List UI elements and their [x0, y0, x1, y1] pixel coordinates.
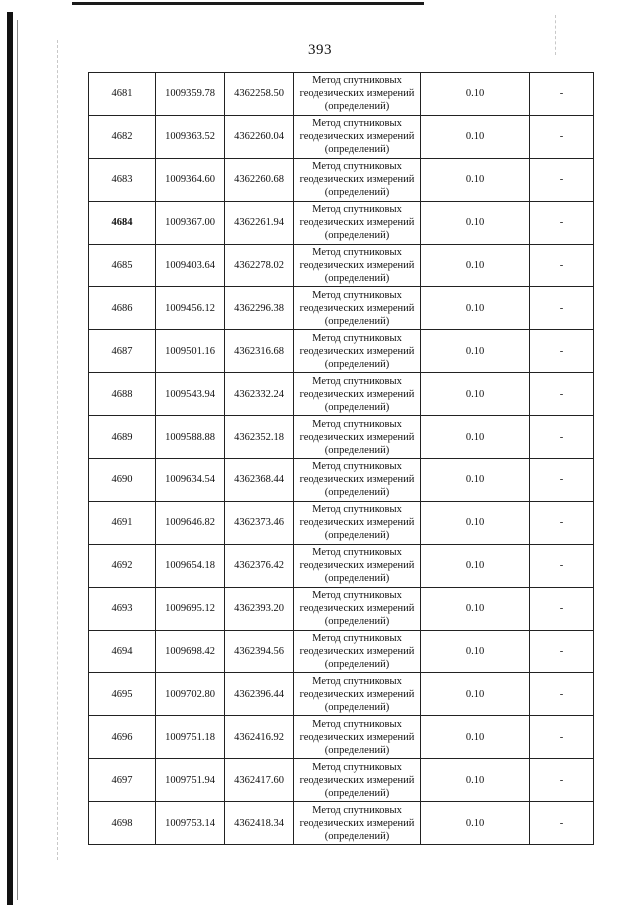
point-number-cell: 4685 — [89, 244, 156, 287]
method-line: Метод спутниковых — [312, 590, 402, 602]
method-line: (определений) — [324, 444, 390, 456]
method-line: геодезических измерений — [299, 646, 415, 658]
note-cell: - — [530, 759, 594, 802]
method-line: Метод спутниковых — [312, 633, 402, 645]
note-cell: - — [530, 373, 594, 416]
method-line: (определений) — [324, 616, 390, 628]
note-cell: - — [530, 158, 594, 201]
scan-margin-dash — [57, 40, 59, 860]
method-line: (определений) — [324, 358, 390, 370]
method-cell — [294, 73, 421, 116]
point-number-cell: 4698 — [89, 802, 156, 845]
y-coordinate-cell: 4362296.38 — [225, 287, 294, 330]
method-line: Метод спутниковых — [312, 75, 402, 87]
method-line: геодезических измерений — [299, 217, 415, 229]
y-coordinate-cell: 4362278.02 — [225, 244, 294, 287]
x-coordinate-cell: 1009543.94 — [156, 373, 225, 416]
method-line: геодезических измерений — [299, 560, 415, 572]
method-line: Метод спутниковых — [312, 547, 402, 559]
method-line: (определений) — [324, 101, 390, 113]
x-coordinate-cell: 1009695.12 — [156, 587, 225, 630]
y-coordinate-cell: 4362417.60 — [225, 759, 294, 802]
y-coordinate-cell: 4362332.24 — [225, 373, 294, 416]
accuracy-cell: 0.10 — [421, 630, 530, 673]
x-coordinate-cell: 1009403.64 — [156, 244, 225, 287]
y-coordinate-cell: 4362260.04 — [225, 115, 294, 158]
y-coordinate-cell: 4362394.56 — [225, 630, 294, 673]
note-cell: - — [530, 630, 594, 673]
method-cell — [294, 630, 421, 673]
x-coordinate-cell: 1009751.18 — [156, 716, 225, 759]
method-cell — [294, 201, 421, 244]
method-line: геодезических измерений — [299, 474, 415, 486]
method-cell — [294, 158, 421, 201]
y-coordinate-cell: 4362368.44 — [225, 459, 294, 502]
method-line: Метод спутниковых — [312, 247, 402, 258]
point-number-cell: 4684 — [89, 201, 156, 244]
method-line: геодезических измерений — [299, 817, 415, 829]
scan-edge-left — [7, 12, 13, 905]
method-line: Метод спутниковых — [312, 718, 402, 730]
method-cell — [294, 716, 421, 759]
table-row — [89, 716, 594, 759]
method-cell — [294, 673, 421, 716]
table-row — [89, 115, 594, 158]
point-number-cell: 4689 — [89, 416, 156, 459]
method-line: (определений) — [324, 530, 390, 542]
method-line: (определений) — [324, 144, 390, 156]
method-cell — [294, 587, 421, 630]
x-coordinate-cell: 1009654.18 — [156, 544, 225, 587]
note-cell: - — [530, 544, 594, 587]
method-cell — [294, 373, 421, 416]
method-line: геодезических измерений — [299, 388, 415, 400]
method-line: геодезических измерений — [299, 260, 415, 271]
table-row — [89, 330, 594, 373]
point-number-cell: 4687 — [89, 330, 156, 373]
point-number-cell: 4697 — [89, 759, 156, 802]
method-line: Метод спутниковых — [312, 375, 402, 387]
method-line: геодезических измерений — [299, 774, 415, 786]
method-cell — [294, 501, 421, 544]
y-coordinate-cell: 4362261.94 — [225, 201, 294, 244]
method-line: геодезических измерений — [299, 603, 415, 615]
x-coordinate-cell: 1009634.54 — [156, 459, 225, 502]
accuracy-cell: 0.10 — [421, 287, 530, 330]
page-number: 393 — [308, 42, 332, 58]
y-coordinate-cell: 4362373.46 — [225, 501, 294, 544]
x-coordinate-cell: 1009751.94 — [156, 759, 225, 802]
x-coordinate-cell: 1009753.14 — [156, 802, 225, 845]
x-coordinate-cell: 1009588.88 — [156, 416, 225, 459]
method-line: (определений) — [324, 230, 390, 242]
y-coordinate-cell: 4362396.44 — [225, 673, 294, 716]
accuracy-cell: 0.10 — [421, 115, 530, 158]
accuracy-cell: 0.10 — [421, 587, 530, 630]
table-row — [89, 630, 594, 673]
accuracy-cell: 0.10 — [421, 802, 530, 845]
y-coordinate-cell: 4362316.68 — [225, 330, 294, 373]
y-coordinate-cell: 4362418.34 — [225, 802, 294, 845]
point-number-cell: 4683 — [89, 158, 156, 201]
table-row — [89, 73, 594, 116]
note-cell: - — [530, 115, 594, 158]
y-coordinate-cell: 4362258.50 — [225, 73, 294, 116]
coordinates-table — [88, 72, 594, 845]
method-cell — [294, 759, 421, 802]
method-line: Метод спутниковых — [312, 161, 402, 173]
note-cell: - — [530, 673, 594, 716]
x-coordinate-cell: 1009702.80 — [156, 673, 225, 716]
accuracy-cell: 0.10 — [421, 544, 530, 587]
scan-edge-line — [17, 20, 18, 900]
accuracy-cell: 0.10 — [421, 759, 530, 802]
accuracy-cell: 0.10 — [421, 158, 530, 201]
method-cell — [294, 330, 421, 373]
note-cell: - — [530, 330, 594, 373]
note-cell: - — [530, 201, 594, 244]
accuracy-cell: 0.10 — [421, 330, 530, 373]
method-line: геодезических измерений — [299, 88, 415, 100]
point-number-cell: 4693 — [89, 587, 156, 630]
method-line: Метод спутниковых — [312, 204, 402, 216]
method-cell — [294, 244, 421, 287]
note-cell: - — [530, 73, 594, 116]
table-row — [89, 287, 594, 330]
point-number-cell: 4695 — [89, 673, 156, 716]
coordinates-table-body — [89, 73, 594, 845]
accuracy-cell: 0.10 — [421, 244, 530, 287]
table-row — [89, 244, 594, 287]
x-coordinate-cell: 1009364.60 — [156, 158, 225, 201]
x-coordinate-cell: 1009646.82 — [156, 501, 225, 544]
method-line: геодезических измерений — [299, 174, 415, 186]
method-line: Метод спутниковых — [312, 418, 402, 430]
method-line: Метод спутниковых — [312, 804, 402, 816]
note-cell: - — [530, 716, 594, 759]
table-row — [89, 544, 594, 587]
point-number-cell: 4681 — [89, 73, 156, 116]
method-line: Метод спутниковых — [312, 118, 402, 130]
method-cell — [294, 416, 421, 459]
method-line: геодезических измерений — [299, 517, 415, 529]
method-line: Метод спутниковых — [312, 289, 402, 301]
accuracy-cell: 0.10 — [421, 459, 530, 502]
method-line: (определений) — [324, 744, 390, 756]
method-line: геодезических измерений — [299, 731, 415, 743]
y-coordinate-cell: 4362393.20 — [225, 587, 294, 630]
table-row — [89, 373, 594, 416]
point-number-cell: 4688 — [89, 373, 156, 416]
note-cell: - — [530, 802, 594, 845]
table-row — [89, 158, 594, 201]
table-row — [89, 459, 594, 502]
point-number-cell: 4690 — [89, 459, 156, 502]
point-number-cell: 4691 — [89, 501, 156, 544]
x-coordinate-cell: 1009501.16 — [156, 330, 225, 373]
accuracy-cell: 0.10 — [421, 673, 530, 716]
accuracy-cell: 0.10 — [421, 416, 530, 459]
accuracy-cell: 0.10 — [421, 716, 530, 759]
method-line: геодезических измерений — [299, 345, 415, 357]
point-number-cell: 4696 — [89, 716, 156, 759]
method-line: (определений) — [324, 401, 390, 413]
x-coordinate-cell: 1009359.78 — [156, 73, 225, 116]
accuracy-cell: 0.10 — [421, 201, 530, 244]
note-cell: - — [530, 501, 594, 544]
method-line: геодезических измерений — [299, 302, 415, 314]
method-line: Метод спутниковых — [312, 675, 402, 687]
method-line: (определений) — [324, 315, 390, 327]
method-line: геодезических измерений — [299, 688, 415, 700]
note-cell: - — [530, 287, 594, 330]
note-cell: - — [530, 587, 594, 630]
method-cell — [294, 115, 421, 158]
method-line: (определений) — [324, 573, 390, 585]
note-cell: - — [530, 244, 594, 287]
table-row — [89, 759, 594, 802]
table-row — [89, 416, 594, 459]
note-cell: - — [530, 459, 594, 502]
y-coordinate-cell: 4362416.92 — [225, 716, 294, 759]
method-line: (определений) — [324, 787, 390, 799]
table-row — [89, 673, 594, 716]
method-line: (определений) — [324, 487, 390, 499]
point-number-cell: 4682 — [89, 115, 156, 158]
y-coordinate-cell: 4362376.42 — [225, 544, 294, 587]
table-row — [89, 501, 594, 544]
note-cell: - — [530, 416, 594, 459]
method-line: Метод спутниковых — [312, 761, 402, 773]
x-coordinate-cell: 1009456.12 — [156, 287, 225, 330]
method-line: (определений) — [324, 830, 390, 842]
accuracy-cell: 0.10 — [421, 73, 530, 116]
x-coordinate-cell: 1009698.42 — [156, 630, 225, 673]
method-cell — [294, 287, 421, 330]
y-coordinate-cell: 4362352.18 — [225, 416, 294, 459]
method-cell — [294, 544, 421, 587]
scan-edge-top — [72, 2, 424, 5]
method-line: (определений) — [324, 659, 390, 671]
method-line: Метод спутниковых — [312, 461, 402, 473]
x-coordinate-cell: 1009367.00 — [156, 201, 225, 244]
x-coordinate-cell: 1009363.52 — [156, 115, 225, 158]
method-line: геодезических измерений — [299, 431, 415, 443]
point-number-cell: 4694 — [89, 630, 156, 673]
method-line: (определений) — [324, 187, 390, 199]
method-cell — [294, 459, 421, 502]
accuracy-cell: 0.10 — [421, 501, 530, 544]
table-row — [89, 201, 594, 244]
table-row — [89, 587, 594, 630]
table-row — [89, 802, 594, 845]
method-line: Метод спутниковых — [312, 504, 402, 516]
point-number-cell: 4692 — [89, 544, 156, 587]
method-line: (определений) — [324, 273, 390, 284]
y-coordinate-cell: 4362260.68 — [225, 158, 294, 201]
point-number-cell: 4686 — [89, 287, 156, 330]
method-cell — [294, 802, 421, 845]
accuracy-cell: 0.10 — [421, 373, 530, 416]
method-line: геодезических измерений — [299, 131, 415, 143]
method-line: (определений) — [324, 701, 390, 713]
method-line: Метод спутниковых — [312, 332, 402, 344]
